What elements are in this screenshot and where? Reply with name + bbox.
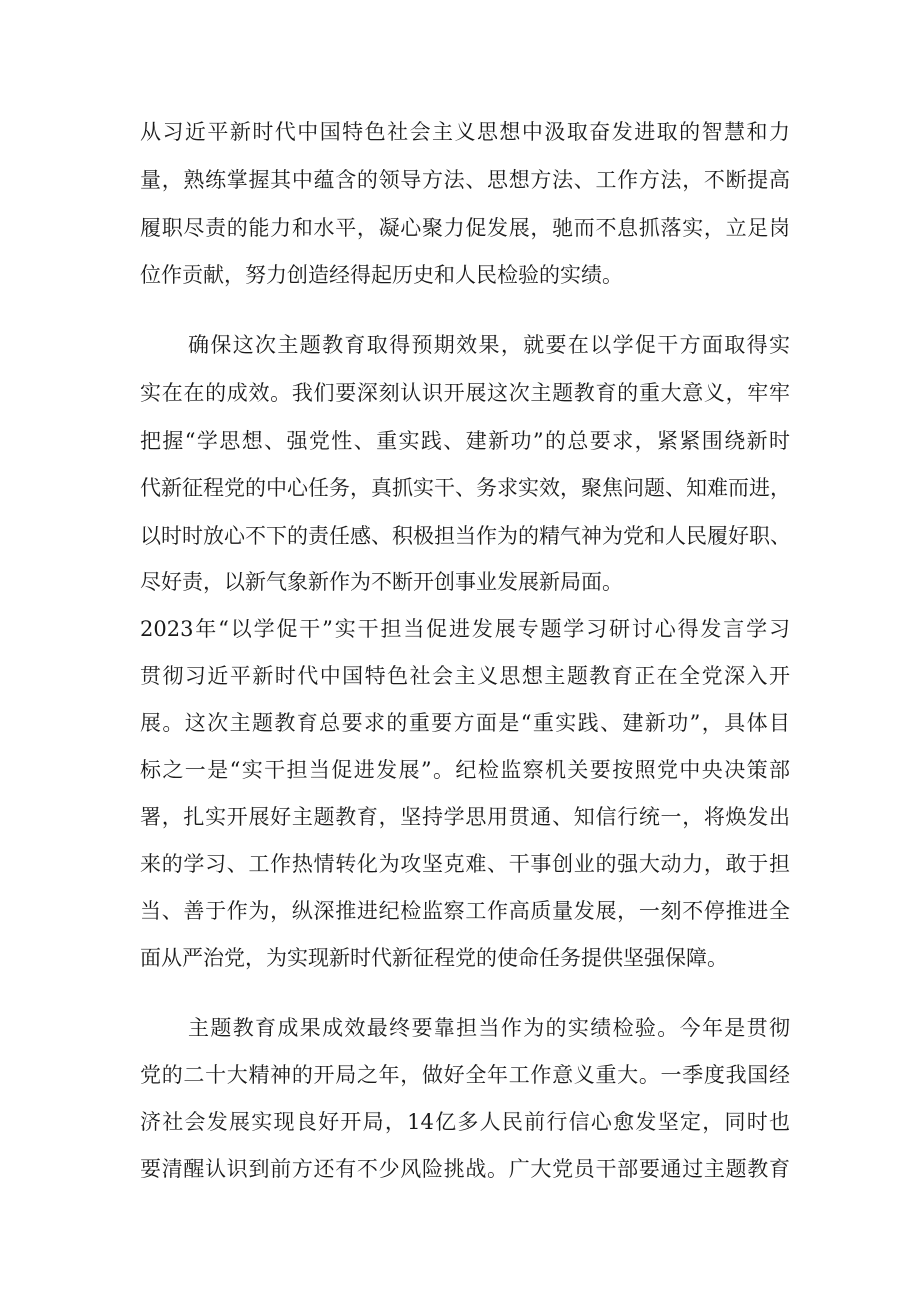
text-line: 以时时放心不下的责任感、积极担当作为的精气神为党和人民履好职、 bbox=[140, 524, 791, 548]
text-line: 履职尽责的能力和水平，凝心聚力促发展，驰而不息抓落实，立足岗 bbox=[140, 216, 790, 240]
paragraph-first-line: 主题教育成果成效最终要靠担当作为的实绩检验。今年是贯彻 bbox=[188, 1016, 790, 1040]
text-line: 贯彻习近平新时代中国特色社会主义思想主题教育正在全党深入开 bbox=[140, 664, 790, 688]
paragraph-first-line: 确保这次主题教育取得预期效果，就要在以学促干方面取得实 bbox=[188, 333, 790, 357]
text-line: 署，扎实开展好主题教育，坚持学思用贯通、知信行统一，将焕发出 bbox=[140, 805, 790, 829]
text-line: 党的二十大精神的开局之年，做好全年工作意义重大。一季度我国经 bbox=[140, 1063, 790, 1087]
text-line: 当、善于作为，纵深推进纪检监察工作高质量发展，一刻不停推进全 bbox=[140, 899, 790, 923]
text-line: 来的学习、工作热情转化为攻坚克难、干事创业的强大动力，敢于担 bbox=[140, 852, 790, 876]
text-line: 把握“学思想、强党性、重实践、建新功”的总要求，紧紧围绕新时 bbox=[140, 429, 790, 453]
text-line: 面从严治党，为实现新时代新征程党的使命任务提供坚强保障。 bbox=[140, 946, 728, 970]
text-line: 从习近平新时代中国特色社会主义思想中汲取奋发进取的智慧和力 bbox=[140, 120, 790, 144]
text-line: 位作贡献，努力创造经得起历史和人民检验的实绩。 bbox=[140, 263, 623, 287]
text-line: 量，熟练掌握其中蕴含的领导方法、思想方法、工作方法，不断提高 bbox=[140, 168, 790, 192]
text-line: 济社会发展实现良好开局，14亿多人民前行信心愈发坚定，同时也 bbox=[140, 1110, 790, 1134]
text-line: 实在在的成效。我们要深刻认识开展这次主题教育的重大意义，牢牢 bbox=[140, 381, 790, 405]
text-line: 要清醒认识到前方还有不少风险挑战。广大党员干部要通过主题教育 bbox=[140, 1157, 790, 1181]
text-line: 尽好责，以新气象新作为不断开创事业发展新局面。 bbox=[140, 570, 623, 594]
text-line: 展。这次主题教育总要求的重要方面是“重实践、建新功”，具体目 bbox=[140, 711, 790, 735]
text-line: 代新征程党的中心任务，真抓实干、务求实效，聚焦问题、知难而进， bbox=[140, 476, 791, 500]
section-heading-line: 2023年“以学促干”实干担当促进发展专题学习研讨心得发言学习 bbox=[140, 617, 790, 641]
text-line: 标之一是“实干担当促进发展”。纪检监察机关要按照党中央决策部 bbox=[140, 758, 790, 782]
